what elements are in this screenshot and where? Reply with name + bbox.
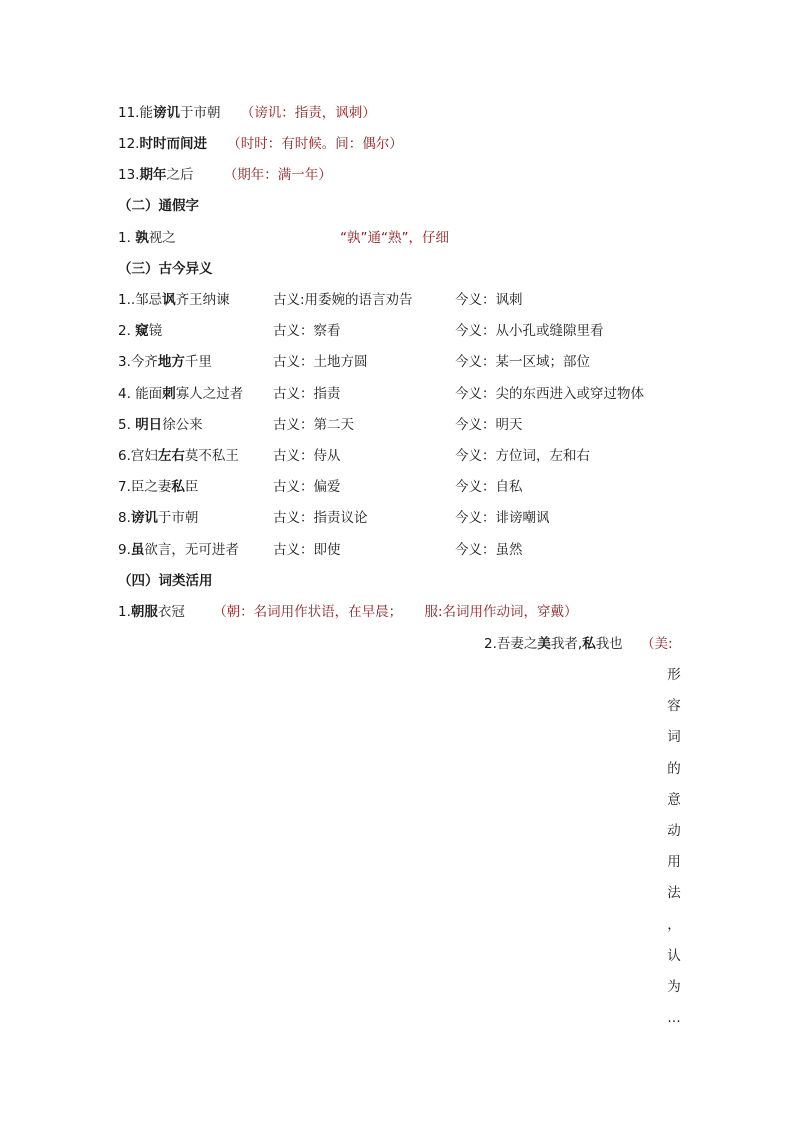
item-text: 于市朝 — [157, 510, 199, 526]
note-row — [118, 135, 403, 153]
keyword: 地方 — [157, 354, 185, 370]
ancient-meaning: 古义：土地方圆 — [273, 354, 368, 370]
vertical-char: 的 — [667, 760, 681, 777]
modern-meaning: 今义：明天 — [455, 417, 523, 433]
vertical-char: 认 — [667, 947, 681, 964]
ancient-meaning: 古义：偏爱 — [273, 479, 341, 495]
note-row — [118, 104, 376, 122]
annotation: 服:名词用作动词，穿戴） — [424, 604, 578, 620]
vertical-char: ， — [667, 916, 681, 933]
item-text: 徐公来 — [162, 417, 203, 433]
keyword: 朝 — [130, 604, 145, 620]
item-text: 之后 — [166, 167, 194, 183]
item-text: 千里 — [184, 354, 212, 370]
item-number: 9. — [118, 542, 131, 558]
keyword: 期年 — [139, 167, 167, 183]
tongjia-row — [118, 229, 598, 247]
keyword: 时时而间进 — [139, 136, 207, 152]
phrase — [118, 291, 230, 309]
item-number: 1. — [118, 230, 131, 246]
item-number: 11. — [118, 105, 140, 121]
keyword: 左右 — [157, 448, 185, 464]
item-text: 我也 — [595, 636, 623, 652]
item-text: 今齐 — [130, 354, 158, 370]
phrase — [118, 353, 212, 371]
modern-meaning: 今义：尖的东西进入或穿过物体 — [455, 386, 644, 402]
keyword: 虽 — [130, 542, 145, 558]
keyword: 服 — [144, 604, 158, 620]
item-text: 吾妻之 — [496, 636, 538, 652]
item-text: 视之 — [148, 230, 176, 246]
item-number: 3. — [118, 354, 131, 370]
phrase — [118, 509, 198, 527]
section-title-tongjia: （二）通假字 — [118, 198, 199, 214]
vertical-char: 意 — [667, 791, 681, 808]
annotation: “孰”通“熟”，仔细 — [340, 230, 449, 246]
item-text: 齐王纳谏 — [175, 292, 230, 308]
item-text: 能面 — [135, 386, 163, 402]
vertical-char: 动 — [667, 822, 681, 839]
section-heading — [118, 197, 199, 215]
item-number: 4. — [118, 386, 131, 402]
vertical-annotation — [664, 666, 684, 1040]
modern-meaning: 今义：从小孔或缝隙里看 — [455, 323, 604, 339]
section-heading — [118, 572, 213, 590]
vertical-char: 用 — [667, 854, 681, 871]
modern-meaning: 今义：自私 — [455, 479, 523, 495]
item-number: 5. — [118, 417, 131, 433]
vertical-char: 为 — [667, 978, 681, 995]
item-number: 8. — [118, 510, 131, 526]
keyword: 私 — [582, 636, 596, 652]
item-text: 寡人之过者 — [175, 386, 244, 402]
phrase — [118, 416, 203, 434]
section-heading — [118, 260, 213, 278]
item-text: 于市朝 — [179, 105, 221, 121]
item-number: 6. — [118, 448, 131, 464]
item-number: 2. — [118, 323, 131, 339]
ancient-meaning: 古义：即使 — [273, 542, 341, 558]
item-text: 莫不私王 — [184, 448, 239, 464]
ancient-meaning: 古义：侍从 — [273, 448, 341, 464]
vertical-char: 容 — [667, 698, 681, 715]
section-title-cilei: （四）词类活用 — [118, 573, 213, 589]
cilei-row — [484, 635, 673, 653]
keyword: 私 — [171, 479, 185, 495]
ancient-meaning: 古义：指责 — [273, 386, 341, 402]
item-text: 我者, — [550, 636, 583, 652]
ancient-meaning: 古义:用委婉的语言劝告 — [273, 292, 413, 308]
item-text: 邹忌 — [135, 292, 163, 308]
vertical-char: 法 — [667, 885, 681, 902]
phrase — [118, 541, 239, 559]
item-text: 宫妇 — [130, 448, 158, 464]
phrase — [118, 478, 198, 496]
keyword: 窥 — [135, 323, 149, 339]
modern-meaning: 今义：方位词，左和右 — [455, 448, 590, 464]
modern-meaning: 今义：讽刺 — [455, 292, 523, 308]
ancient-meaning: 古义：第二天 — [273, 417, 354, 433]
keyword: 美 — [537, 636, 551, 652]
vertical-char: 形 — [667, 667, 681, 683]
annotation: （朝：名词用作状语，在早晨； — [213, 604, 403, 620]
item-text: 臣 — [184, 479, 199, 495]
phrase — [118, 385, 243, 403]
keyword: 谤讥 — [130, 510, 158, 526]
item-text: 欲言，无可进者 — [144, 542, 239, 558]
item-text: 衣冠 — [157, 604, 185, 620]
annotation: （美: — [640, 636, 673, 652]
cilei-row — [118, 603, 578, 621]
item-text: 能 — [139, 105, 153, 121]
modern-meaning: 今义：某一区域；部位 — [455, 354, 590, 370]
item-text: 臣之妻 — [130, 479, 172, 495]
section-title-gujin: （三）古今异义 — [118, 261, 213, 277]
keyword: 谤讥 — [152, 105, 180, 121]
phrase — [118, 322, 162, 340]
item-text: 镜 — [148, 323, 163, 339]
keyword: 讽 — [162, 292, 176, 308]
modern-meaning: 今义：虽然 — [455, 542, 523, 558]
vertical-char: 词 — [667, 729, 681, 746]
item-number: 13. — [118, 167, 140, 183]
item-number: 1. — [118, 604, 131, 620]
ancient-meaning: 古义：指责议论 — [273, 510, 368, 526]
modern-meaning: 今义：诽谤嘲讽 — [455, 510, 550, 526]
vertical-char: … — [667, 1010, 681, 1027]
item-number: 12. — [118, 136, 140, 152]
keyword: 刺 — [162, 386, 176, 402]
annotation: （时时：有时候。间：偶尔） — [227, 136, 403, 152]
keyword: 明日 — [135, 417, 163, 433]
item-number: 2. — [484, 636, 497, 652]
ancient-meaning: 古义：察看 — [273, 323, 341, 339]
item-number: 1.. — [118, 292, 136, 308]
annotation: （谤讥：指责，讽刺） — [240, 105, 376, 121]
item-number: 7. — [118, 479, 131, 495]
keyword: 孰 — [135, 230, 149, 246]
note-row — [118, 166, 332, 184]
annotation: （期年：满一年） — [223, 167, 332, 183]
phrase — [118, 447, 239, 465]
